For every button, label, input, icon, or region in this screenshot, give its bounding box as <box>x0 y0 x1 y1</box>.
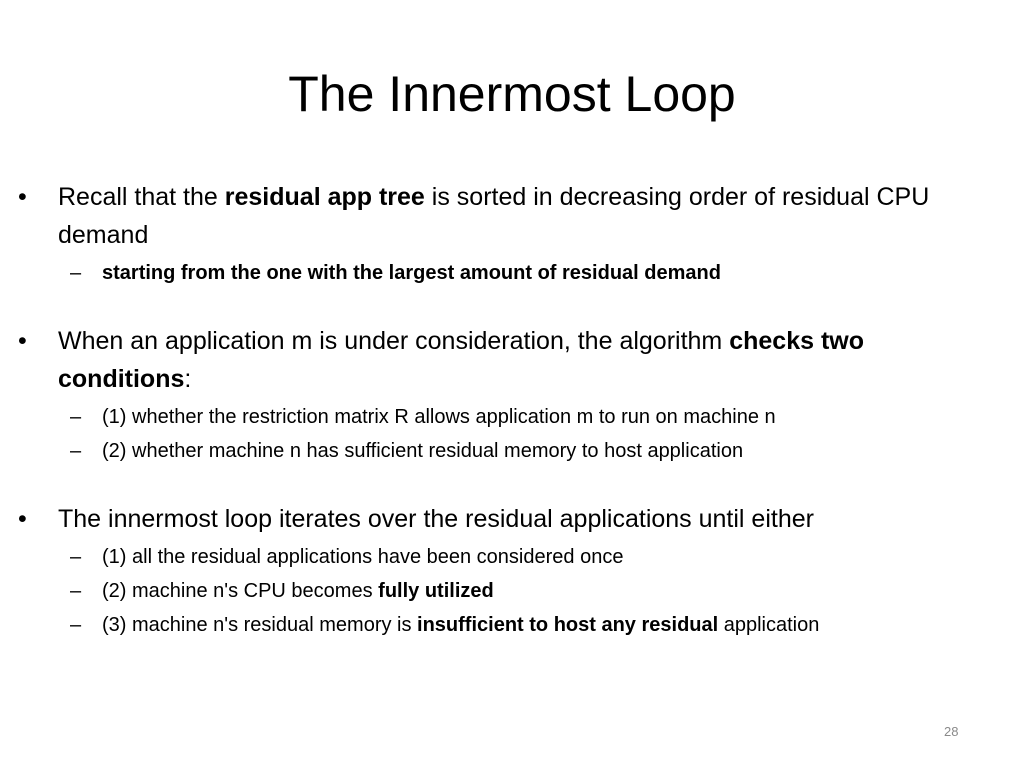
bullet-text <box>102 614 819 636</box>
bullet-dot: • <box>18 505 27 533</box>
slide-title: The Innermost Loop <box>288 66 736 122</box>
sub-bullet-item <box>18 576 988 606</box>
dash-marker: – <box>70 580 82 602</box>
sub-bullet-item <box>18 402 988 432</box>
bullet-dot: • <box>18 183 27 211</box>
text-run: application <box>718 614 820 636</box>
bullet-text <box>102 580 494 602</box>
bullet-dot: • <box>18 327 27 355</box>
slide-content <box>18 178 988 640</box>
bullet-text <box>58 327 864 393</box>
text-run: (2) machine n's CPU becomes <box>102 580 379 602</box>
text-run: (1) all the residual applications have been considered once <box>102 546 624 568</box>
bullet-item <box>18 178 988 254</box>
bold-text-run: residual app tree <box>224 183 425 211</box>
text-run: The innermost loop iterates over the residual applications until either <box>58 505 814 533</box>
dash-marker: – <box>70 440 82 462</box>
bold-text-run: insufficient to host any residual <box>417 614 719 636</box>
sub-bullet-item <box>18 610 988 640</box>
sub-bullet-item <box>18 258 988 288</box>
sub-bullet-item <box>18 436 988 466</box>
bold-text-run: starting from the one with the largest amount of residual demand <box>102 262 721 284</box>
bullet-text <box>58 183 929 249</box>
text-run: Recall that the <box>58 183 225 211</box>
text-run: (2) whether machine n has sufficient residual memory to host application <box>102 440 744 462</box>
page-number: 28 <box>944 724 959 739</box>
text-run: : <box>184 365 192 393</box>
sub-bullet-item <box>18 542 988 572</box>
dash-marker: – <box>70 546 82 568</box>
bold-text-run: checks two conditions <box>58 327 864 393</box>
dash-marker: – <box>70 406 82 428</box>
bold-text-run: fully utilized <box>378 580 494 602</box>
dash-marker: – <box>70 262 82 284</box>
dash-marker: – <box>70 614 82 636</box>
text-run: (3) machine n's residual memory is <box>102 614 418 636</box>
text-run: When an application m is under consideration, the algorithm <box>58 327 730 355</box>
text-run: is sorted in decreasing order of residual CPU demand <box>58 183 930 249</box>
bullet-item <box>18 322 988 398</box>
bullet-item <box>18 500 988 538</box>
text-run: (1) whether the restriction matrix R allows application m to run on machine n <box>102 406 776 428</box>
